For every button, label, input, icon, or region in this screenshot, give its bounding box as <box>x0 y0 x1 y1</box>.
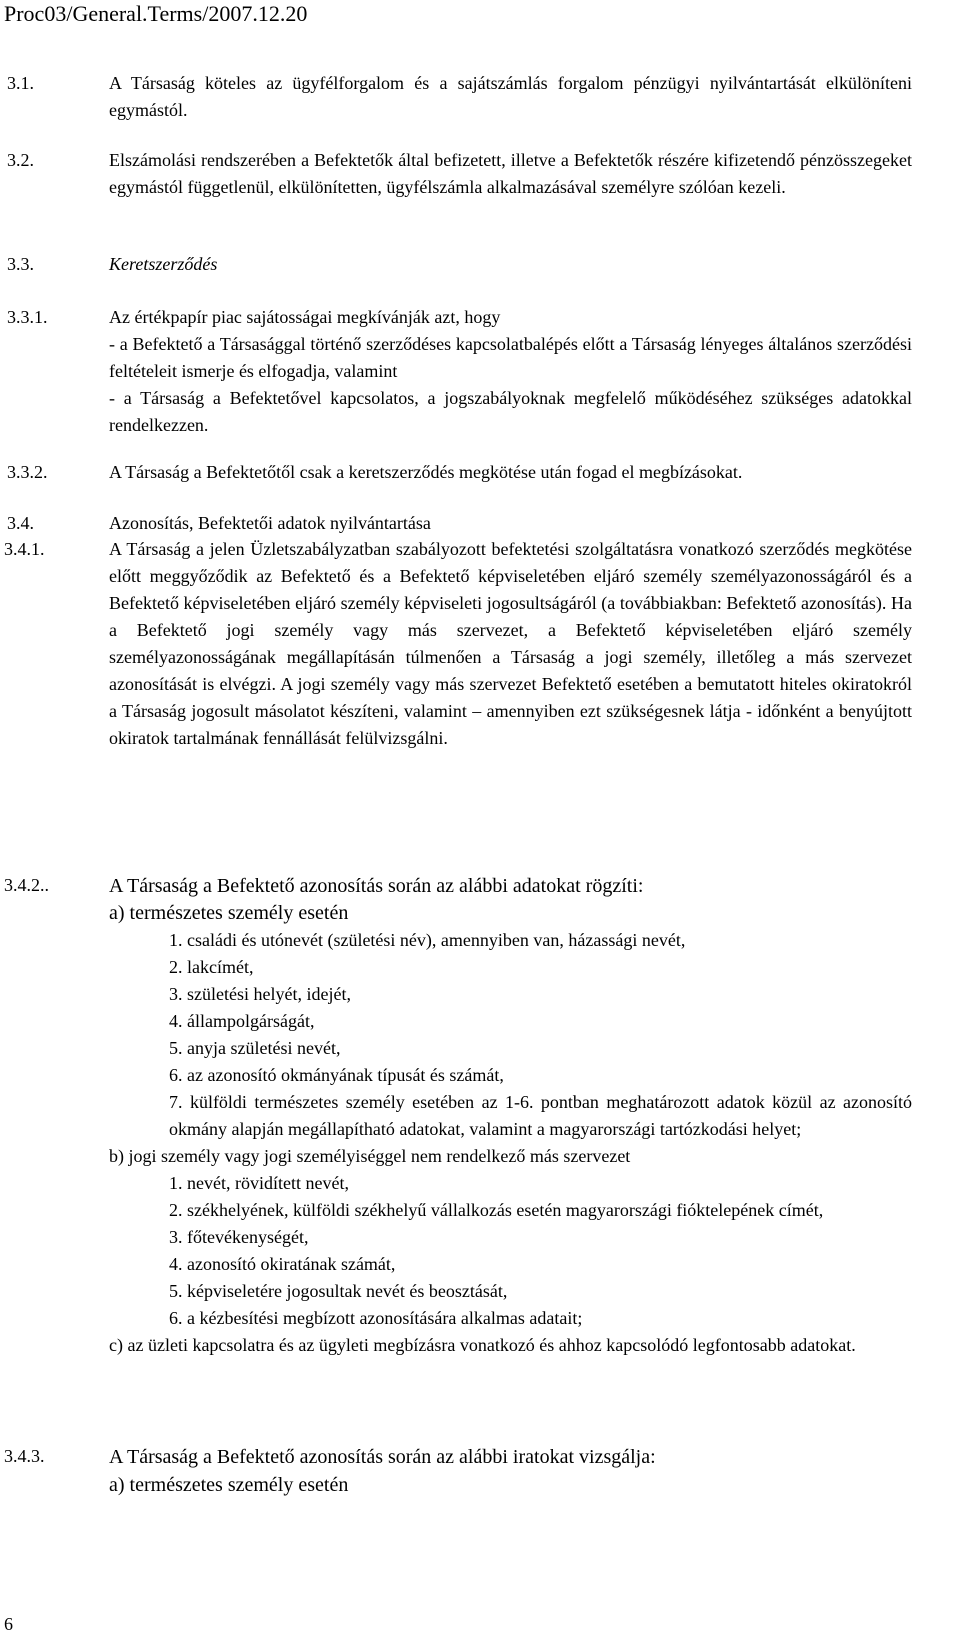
section-text: A Társaság a Befektetőtől csak a keretszerződés megkötése után fogad el megbízásokat. <box>109 462 743 482</box>
page-number: 6 <box>4 1614 13 1634</box>
list-item: 2. székhelyének, külföldi székhelyű vállalkozás esetén magyarországi fióktelepének címét, <box>169 1200 824 1220</box>
section-heading: Keretszerződés <box>109 254 218 274</box>
list-item: 3. születési helyét, idejét, <box>169 984 351 1004</box>
section-intro: A Társaság a Befektető azonosítás során az alábbi iratokat vizsgálja: <box>109 1446 656 1468</box>
paragraph-line: - a Társaság a Befektetővel kapcsolatos, a jogszabályoknak megfelelő működéséhez szükséges adatokkal rendelkezzen. <box>109 388 912 435</box>
section-number: 3.3.2. <box>7 462 48 482</box>
section-number: 3.3.1. <box>7 307 48 327</box>
subsection-label-b: b) jogi személy vagy jogi személyiséggel nem rendelkező más szervezet <box>109 1146 631 1166</box>
subsection-label-a: a) természetes személy esetén <box>109 902 349 924</box>
section-number: 3.4.2.. <box>4 875 49 895</box>
list-item: 1. nevét, rövidített nevét, <box>169 1173 349 1193</box>
section-number: 3.2. <box>7 150 34 170</box>
section-number: 3.4.3. <box>4 1446 45 1466</box>
section-body <box>109 304 912 439</box>
list-item: 4. azonosító okiratának számát, <box>169 1254 396 1274</box>
list-item: 6. a kézbesítési megbízott azonosítására alkalmas adatait; <box>169 1308 583 1328</box>
section-text: A Társaság a jelen Üzletszabályzatban szabályozott befektetési szolgáltatásra vonatkozó szerződés megkötése előtt meggyőződik az Befektető és a Befektető képviseletében eljáró személy személyazonosságáról és a Befektető képviseletében eljáró személy képviseleti jogosultságáról (a továbbiakban: Befektető azonosítás). Ha a Befektető jogi személy vagy más szervezet, a Befektető képviseletében eljáró személy személyazonosságának megállapításán túlmenően a Társaság a jogi személy, illetőleg a más szervezet azonosítását is elvégzi. A jogi személy vagy más szervezet Befektető esetében a bemutatott hiteles okiratokról a Társaság jogosult másolatot készíteni, valamint – amennyiben ezt szükségesnek látja - időnként a benyújtott okiratok tartalmának fennállását felülvizsgálni. <box>109 539 912 748</box>
section-text: Elszámolási rendszerében a Befektetők által befizetett, illetve a Befektetők részére kifizetendő pénzösszegeket egymástól függetlenül, elkülönítetten, ügyfélszámla alkalmazásával személyre szólóan kezeli. <box>109 150 912 197</box>
paragraph-line: - a Befektető a Társasággal történő szerződéses kapcsolatbalépés előtt a Társaság lényeges általános szerződési feltételeit ismerje és elfogadja, valamint <box>109 334 912 381</box>
section-number: 3.4. <box>7 513 34 533</box>
section-intro: A Társaság a Befektető azonosítás során az alábbi adatokat rögzíti: <box>109 875 644 897</box>
list-item: 7. külföldi természetes személy esetében az 1-6. pontban meghatározott adatok közül az azonosító okmány alapján megállapítható adatokat, valamint a magyarországi tartózkodási helyet; <box>169 1092 912 1139</box>
section-text: A Társaság köteles az ügyfélforgalom és a sajátszámlás forgalom pénzügyi nyilvántartását elkülöníteni egymástól. <box>109 73 912 120</box>
section-heading: Azonosítás, Befektetői adatok nyilvántartása <box>109 513 431 533</box>
list-item: 4. állampolgárságát, <box>169 1011 315 1031</box>
list-item: 2. lakcímét, <box>169 957 254 977</box>
list-item: 5. anyja születési nevét, <box>169 1038 341 1058</box>
list-item: 6. az azonosító okmányának típusát és számát, <box>169 1065 504 1085</box>
subsection-label-a: a) természetes személy esetén <box>109 1474 349 1496</box>
list-item: 5. képviseletére jogosultak nevét és beosztását, <box>169 1281 508 1301</box>
list-item: 3. főtevékenységét, <box>169 1227 309 1247</box>
document-header: Proc03/General.Terms/2007.12.20 <box>4 1 308 26</box>
section-number: 3.1. <box>7 73 34 93</box>
section-body <box>109 872 912 1359</box>
section-number: 3.4.1. <box>4 539 45 559</box>
subsection-text-c: c) az üzleti kapcsolatra és az ügyleti megbízásra vonatkozó és ahhoz kapcsolódó legfontosabb adatokat. <box>109 1335 856 1355</box>
section-body <box>109 1443 912 1499</box>
section-number: 3.3. <box>7 254 34 274</box>
list-item: 1. családi és utónevét (születési név), amennyiben van, házassági nevét, <box>169 930 686 950</box>
paragraph-line: Az értékpapír piac sajátosságai megkívánják azt, hogy <box>109 307 501 327</box>
